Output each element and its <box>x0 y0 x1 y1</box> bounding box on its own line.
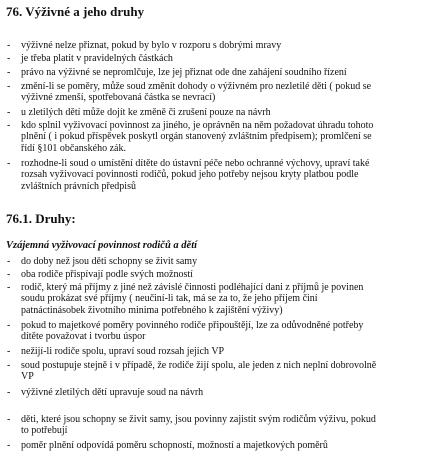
subsection-heading: Vzájemná vyživovací povinnost rodičů a dětí <box>6 240 198 251</box>
item-text-line: rodič, který má příjmy z jiné než závislé činnosti podléhající dani z příjmů je povinen <box>21 282 364 293</box>
item-text-line: patnáctinásobek životního minima potřebného k zajištění výživy) <box>21 304 283 316</box>
bullet: - <box>7 269 11 280</box>
bullet: - <box>7 53 11 64</box>
item-text-line: výživné nelze přiznat, pokud by bylo v rozporu s dobrými mravy <box>21 40 282 51</box>
item-text-line: výživné zletilých dětí upravuje soud na návrh <box>21 387 204 398</box>
item-text-line: to potřebují <box>21 425 68 437</box>
bullet: - <box>7 320 11 331</box>
item-text-line: právo na výživné se nepromlčuje, lze jej přiznat ode dne zahájení soudního řízení <box>21 67 347 78</box>
item-text-line: u zletilých dětí může dojít ke změně či zrušení pouze na návrh <box>21 107 271 118</box>
bullet: - <box>7 40 11 51</box>
item-text-line: je třeba platit v pravidelných částkách <box>21 53 173 64</box>
bullet: - <box>7 346 11 357</box>
bullet: - <box>7 256 11 267</box>
item-text-line: plnění ( i pokud příspěvek poskytl orgán stanovený zvláštním předpisem); promlčení se <box>21 131 372 143</box>
item-text-line: výživné zmenší, spotřebovaná částka se nevrací) <box>21 92 216 104</box>
bullet: - <box>7 120 11 131</box>
item-text-line: řídí §101 občanského zák. <box>21 142 126 154</box>
section-heading-2: 76.1. Druhy: <box>6 211 76 226</box>
item-text-line: změní-li se poměry, může soud změnit dohody o výživném pro nezletilé děti ( pokud se <box>21 81 372 92</box>
bullet: - <box>7 67 11 78</box>
item-text-line: pokud to majetkové poměry povinného rodiče připouštějí, lze za odůvodněné potřeby <box>21 320 364 331</box>
bullet: - <box>7 282 11 293</box>
item-text-line: kdo splnil vyživovací povinnost za jiného, je oprávněn na něm požadovat úhradu tohoto <box>21 120 374 131</box>
bullet: - <box>7 387 11 398</box>
item-text-line: zvláštních právních předpisů <box>21 180 136 192</box>
item-text-line: dítěte považovat i tvorbu úspor <box>21 331 146 343</box>
item-text-line: poměr plnění odpovídá poměru schopností, možností a majetkových poměrů <box>21 440 328 451</box>
item-text-line: rozsah vyživovací povinnosti rodičů, pokud jeho potřeby nejsou kryty platbou podle <box>21 169 359 181</box>
item-text-line: rozhodne-li soud o umístění dítěte do ústavní péče nebo ochranné výchovy, upraví také <box>21 158 370 169</box>
item-text-line: nežijí-li rodiče spolu, upraví soud rozsah jejich VP <box>21 346 225 357</box>
bullet: - <box>7 107 11 118</box>
section-heading-1: 76. Výživné a jeho druhy <box>6 4 145 19</box>
item-text-line: oba rodiče přispívají podle svých možností <box>21 269 193 280</box>
item-text-line: soud postupuje stejně i v případě, že rodiče žijí spolu, ale jeden z nich neplní dobrovolně <box>21 360 377 371</box>
bullet: - <box>7 440 11 451</box>
item-text-line: do doby než jsou děti schopny se živit samy <box>21 256 198 267</box>
bullet: - <box>7 158 11 169</box>
bullet: - <box>7 360 11 371</box>
item-text-line: VP <box>21 371 34 383</box>
item-text-line: děti, které jsou schopny se živit samy, jsou povinny zajistit svým rodičům výživu, pokud <box>21 414 376 425</box>
bullet: - <box>7 81 11 92</box>
bullet: - <box>7 414 11 425</box>
item-text-line: soudu prokázat své příjmy ( neučiní-li tak, má se za to, že jeho příjem činí <box>21 293 318 305</box>
